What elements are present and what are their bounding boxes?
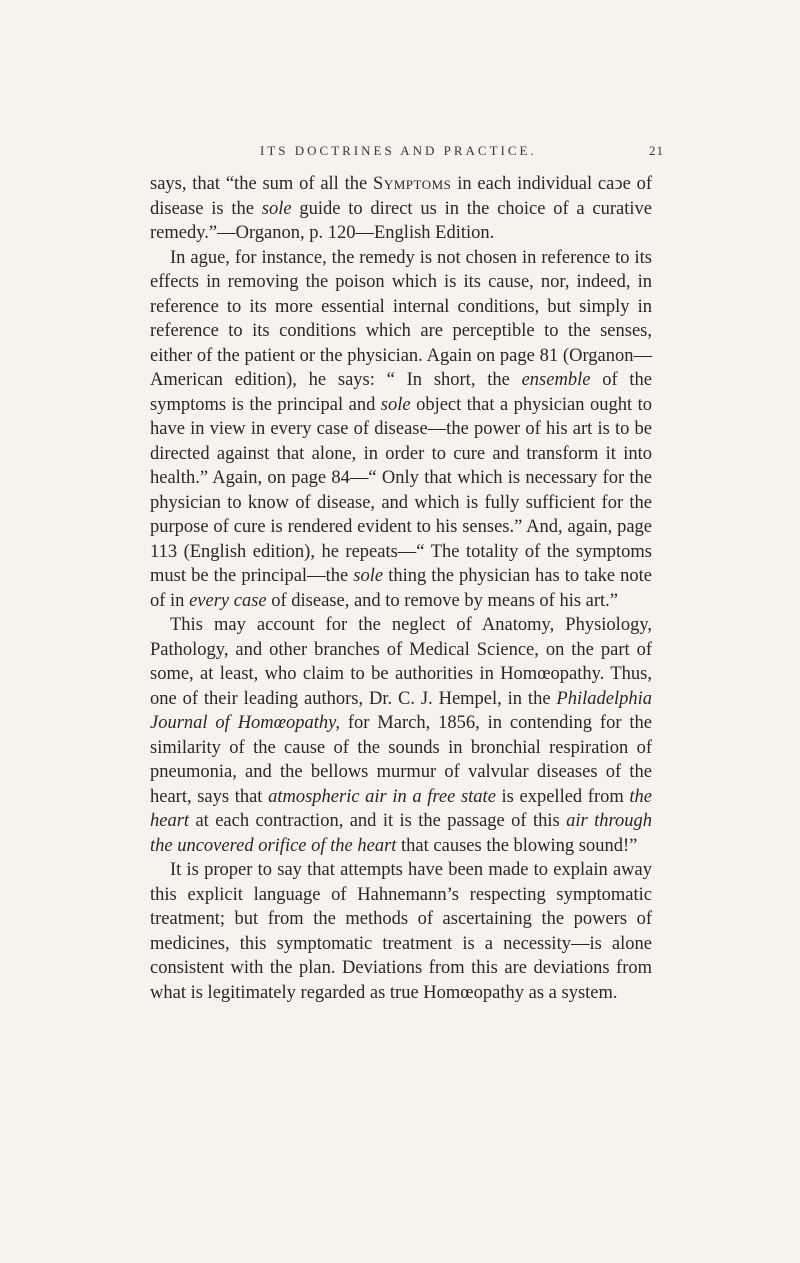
paragraph xyxy=(150,858,652,1005)
italic-text: the heart xyxy=(150,786,652,831)
text-run: thing the physician has to take note of in xyxy=(150,566,652,611)
text-run: that causes the blowing sound!” xyxy=(396,835,638,856)
italic-text: sole xyxy=(261,198,292,219)
text-run: This may account for the neglect of Anatomy, Physiology, Pathology, and other branches of Medical Science, on the part of some, at least, who claim to be authorities in Homœopathy. Thus, one of their leading authors, Dr. C. J. Hempel, in the xyxy=(150,615,652,709)
italic-text: atmospheric air in a free state xyxy=(268,786,496,807)
paragraph xyxy=(150,246,652,614)
italic-text: Philadelphia Journal of Homœopathy, xyxy=(150,688,652,733)
text-run: at each contraction, and it is the passage of this xyxy=(189,811,567,831)
text-run: In ague, for instance, the remedy is not chosen in reference to its effects in removing the poison which is its cause, nor, indeed, in reference to its more essential internal conditions, but simply in reference to its conditions which are perceptible to the senses, either of the patient or the physician. Again on page 81 (Organon—American edition), he says: “ In short, the xyxy=(150,247,652,390)
text-run: of disease, and to remove by means of his art.” xyxy=(266,590,619,611)
paragraph xyxy=(150,613,652,858)
body-text xyxy=(150,172,652,1005)
paragraph xyxy=(150,172,652,246)
page-header xyxy=(150,143,664,165)
text-run: of the symptoms is the principal and xyxy=(150,370,652,415)
italic-text: every case xyxy=(189,590,267,611)
running-head: ITS DOCTRINES AND PRACTICE. xyxy=(260,143,537,158)
italic-text: air through the uncovered orifice of the heart xyxy=(150,811,652,856)
text-run: in each individual ca xyxy=(451,174,615,194)
text-run: It is proper to say that attempts have been made to explain away this explicit language of Hahnemann’s respecting symptomatic treatment; but from the methods of ascertaining the powers of medicines, this symptomatic treatment is a necessity—is alone consistent with the plan. Deviations from this are deviations from what is legitimately regarded as true Homœopathy as a system. xyxy=(150,860,652,1003)
page-number: 21 xyxy=(649,143,664,158)
italic-text: sole xyxy=(380,394,411,415)
italic-text: sole xyxy=(353,566,384,586)
text-run: ↄ xyxy=(614,174,623,194)
text-run: is expelled from xyxy=(495,786,630,807)
text-run: for March, 1856, in contending for the similarity of the cause of the sounds in bronchial respiration of pneumonia, and the bellows murmur of valvular diseases of the heart, says that xyxy=(150,713,652,807)
text-run: says, that “the sum of all the xyxy=(150,174,374,194)
italic-text: ensemble xyxy=(521,370,591,390)
text-run: e of disease is the xyxy=(150,174,653,219)
text-run: guide to direct us in the choice of a curative remedy.”—Organon, p. 120—English Edition. xyxy=(150,198,652,243)
small-caps-text: Symptoms xyxy=(373,174,452,194)
text-run: object that a physician ought to have in view in every case of disease—the power of his art is to be directed against that alone, in order to cure and transform it into health.” Again, on page 84—“ Only that which is necessary for the physician to know of disease, and which is fully sufficient for the purpose of cure is rendered evident to his senses.” And, again, page 113 (English edition), he repeats—“ The totality of the symptoms must be the principal—the xyxy=(150,394,652,586)
